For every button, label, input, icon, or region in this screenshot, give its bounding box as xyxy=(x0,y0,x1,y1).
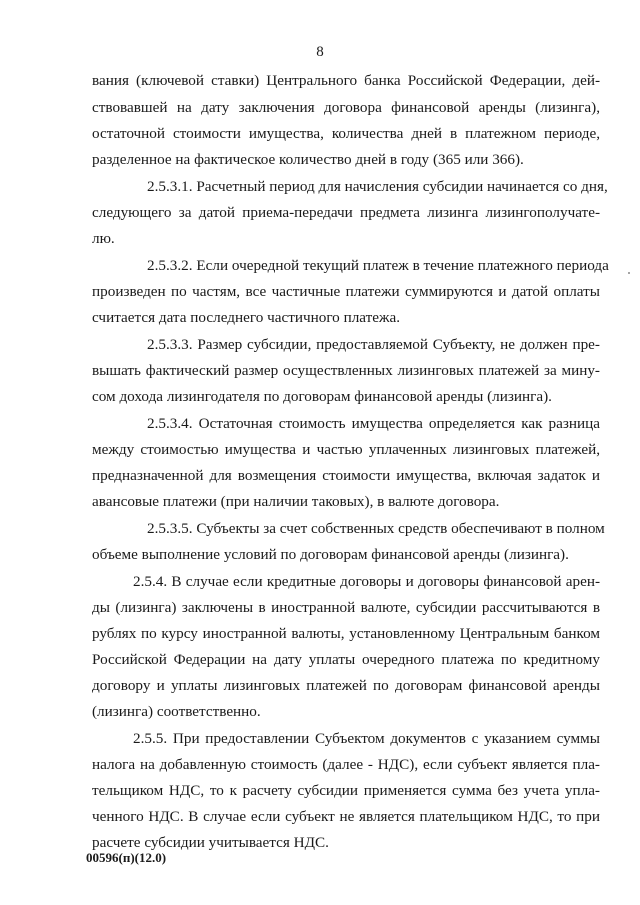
text-line: объеме выполнение условий по договорам финансовой аренды (лизинга). xyxy=(92,546,569,563)
text-line: между стоимостью имущества и частью уплаченных лизинговых платежей, xyxy=(92,441,600,458)
text-line: ченного НДС. В случае если субъект не является плательщиком НДС, то при xyxy=(92,808,600,825)
text-line: вания (ключевой ставки) Центрального банка Российской Федерации, дей- xyxy=(92,72,600,89)
text-line: лю. xyxy=(92,230,115,247)
text-line: ствовавшей на дату заключения договора финансовой аренды (лизинга), xyxy=(92,99,600,116)
text-line: произведен по частям, все частичные платежи суммируются и датой оплаты xyxy=(92,283,600,300)
text-line: 2.5.3.5. Субъекты за счет собственных средств обеспечивают в полном xyxy=(147,520,605,537)
text-line: 2.5.5. При предоставлении Субъектом документов с указанием суммы xyxy=(133,730,600,747)
text-line: налога на добавленную стоимость (далее - НДС), если субъект является пла- xyxy=(92,756,600,773)
text-line: сом дохода лизингодателя по договорам финансовой аренды (лизинга). xyxy=(92,388,552,405)
scan-speck xyxy=(628,272,630,274)
text-line: 2.5.3.4. Остаточная стоимость имущества определяется как разница xyxy=(147,415,600,432)
document-code: 00596(п)(12.0) xyxy=(86,850,167,865)
text-line: предназначенной для возмещения стоимости имущества, включая задаток и xyxy=(92,467,600,484)
text-line: 2.5.3.3. Размер субсидии, предоставляемой Субъекту, не должен пре- xyxy=(147,336,600,353)
text-line: ды (лизинга) заключены в иностранной валюте, субсидии рассчитываются в xyxy=(92,599,600,616)
text-line: вышать фактический размер осуществленных лизинговых платежей за мину- xyxy=(92,362,600,379)
text-line: авансовые платежи (при наличии таковых), в валюте договора. xyxy=(92,493,500,510)
text-line: остаточной стоимости имущества, количества дней в платежном периоде, xyxy=(92,125,600,142)
text-line: следующего за датой приема-передачи предмета лизинга лизингополучате- xyxy=(92,204,600,221)
text-line: Российской Федерации на дату уплаты очередного платежа по кредитному xyxy=(92,651,600,668)
text-line: разделенное на фактическое количество дней в году (365 или 366). xyxy=(92,151,524,168)
text-line: (лизинга) соответственно. xyxy=(92,703,261,720)
text-line: считается дата последнего частичного платежа. xyxy=(92,309,401,326)
text-line: 2.5.4. В случае если кредитные договоры и договоры финансовой арен- xyxy=(133,573,600,590)
text-line: 2.5.3.1. Расчетный период для начисления субсидии начинается со дня, xyxy=(147,178,608,195)
text-line: расчете субсидии учитывается НДС. xyxy=(92,834,329,851)
text-line: 2.5.3.2. Если очередной текущий платеж в течение платежного периода xyxy=(147,257,609,274)
text-line: тельщиком НДС, то к расчету субсидии применяется сумма без учета упла- xyxy=(92,782,600,799)
text-line: рублях по курсу иностранной валюты, установленному Центральным банком xyxy=(92,625,600,642)
text-line: договору и уплаты лизинговых платежей по договорам финансовой аренды xyxy=(92,677,600,694)
page-number: 8 xyxy=(316,44,324,60)
